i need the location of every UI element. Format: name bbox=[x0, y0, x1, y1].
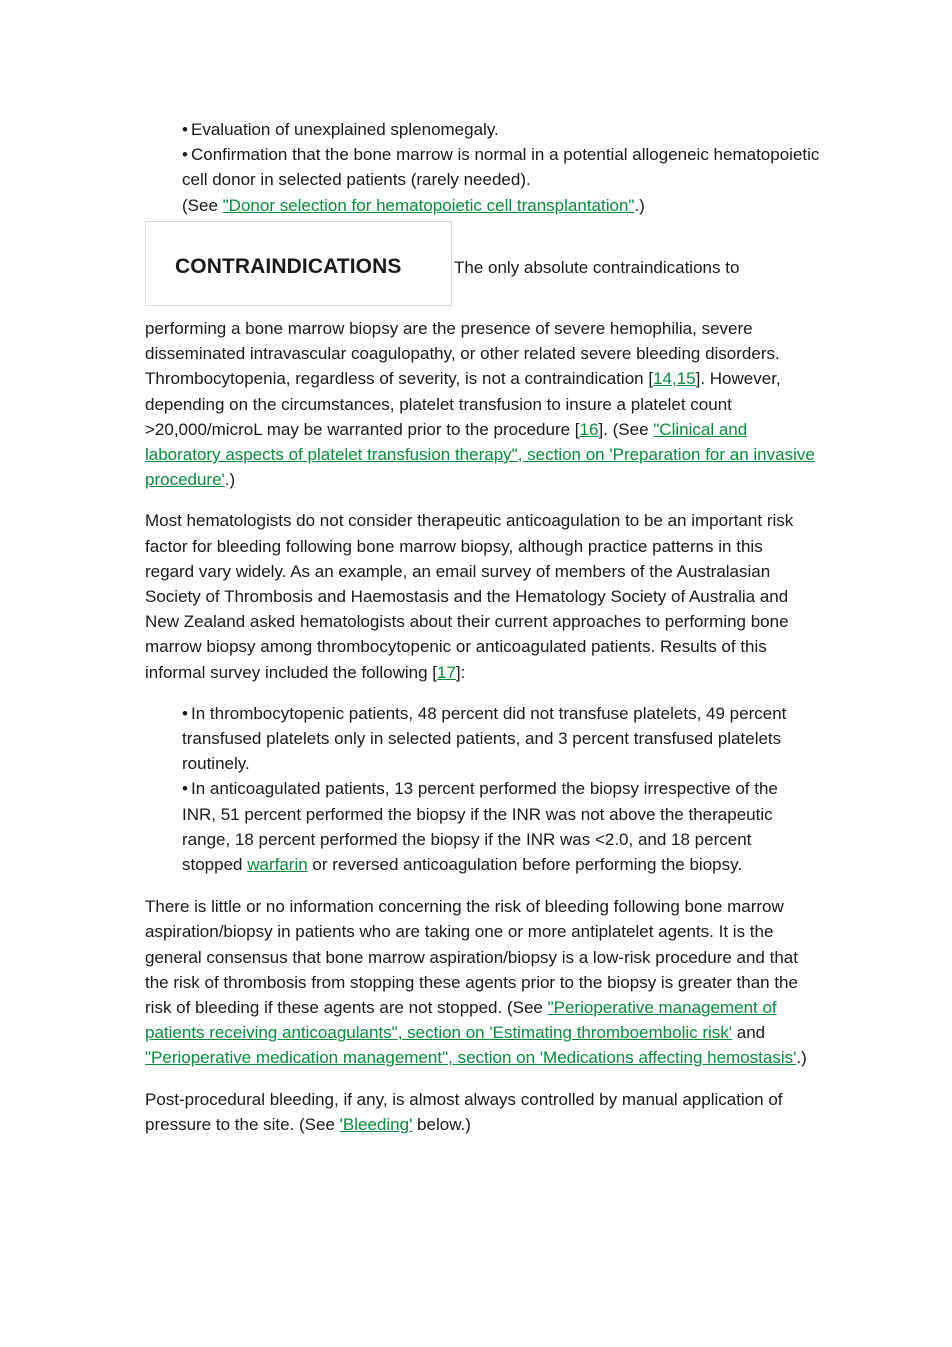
paragraph-anticoagulation bbox=[145, 508, 815, 684]
bullet-dot-icon: • bbox=[182, 145, 188, 165]
bullet-item bbox=[182, 776, 815, 877]
text-run: performing a bone marrow biopsy are the presence of severe hemophilia, severe disseminated intravascular coagulopathy, or other related severe bleeding disorders. Thrombocytopenia, regardless of severity, is not a contraindication [ bbox=[145, 319, 780, 389]
bullet-text: Evaluation of unexplained splenomegaly. bbox=[191, 120, 499, 139]
text-run: Most hematologists do not consider therapeutic anticoagulation to be an important risk factor for bleeding following bone marrow biopsy, although practice patterns in this regard vary widely. As an example, an email survey of members of the Australasian Society of Thrombosis and Haemostasis and the Hematology Society of Australia and New Zealand asked hematologists about their current approaches to performing bone marrow biopsy among thrombocytopenic or anticoagulated patients. Results of this informal survey included the following [ bbox=[145, 511, 794, 682]
reference-link-17[interactable]: 17 bbox=[436, 662, 456, 682]
survey-bullet-list bbox=[182, 701, 815, 877]
bullet-text: In anticoagulated patients, 13 percent performed the biopsy irrespective of the INR, 51 percent performed the biopsy if the INR was not above the therapeutic range, 18 percent performed the biopsy if the INR was <2.0, and 18 percent stopped bbox=[182, 779, 778, 875]
text-run: .) bbox=[796, 1048, 807, 1068]
bullet-dot-icon: • bbox=[182, 779, 188, 799]
text-run: and bbox=[732, 1023, 766, 1043]
text-run: ]. However, depending on the circumstances, platelet transfusion to insure a platelet count >20,000/microL may be warranted prior to the procedure [ bbox=[145, 369, 781, 439]
text-run: .) bbox=[224, 470, 236, 490]
paragraph-antiplatelet bbox=[145, 894, 815, 1070]
bullet-text: or reversed anticoagulation before performing the biopsy. bbox=[307, 855, 743, 875]
contraindications-heading: CONTRAINDICATIONS bbox=[175, 255, 402, 278]
bullet-item bbox=[182, 142, 822, 218]
bullet-dot-icon: • bbox=[182, 703, 188, 723]
see-suffix: .) bbox=[634, 195, 645, 215]
bullet-text: Confirmation that the bone marrow is normal in a potential allogeneic hematopoietic cell donor in selected patients (rarely needed). bbox=[182, 145, 820, 190]
paragraph-post-procedural bbox=[145, 1087, 815, 1137]
platelet-transfusion-link[interactable]: "Clinical and laboratory aspects of platelet transfusion therapy", section on 'Preparation for an invasive procedure' bbox=[145, 419, 815, 490]
warfarin-link[interactable]: warfarin bbox=[247, 855, 308, 875]
text-run: ]: bbox=[455, 662, 466, 682]
see-prefix: (See bbox=[182, 195, 223, 215]
bullet-item bbox=[182, 701, 815, 777]
bullet-item bbox=[182, 117, 822, 142]
text-run: Post-procedural bleeding, if any, is almost always controlled by manual application of pressure to the site. (See bbox=[145, 1089, 783, 1134]
reference-link-16[interactable]: 16 bbox=[579, 419, 599, 439]
perioperative-medication-link[interactable]: "Perioperative medication management", section on 'Medications affecting hemostasis' bbox=[145, 1048, 797, 1068]
donor-selection-link[interactable]: "Donor selection for hematopoietic cell transplantation" bbox=[222, 195, 635, 215]
text-run: There is little or no information concerning the risk of bleeding following bone marrow aspiration/biopsy in patients who are taking one or more antiplatelet agents. It is the general consensus that bone marrow aspiration/biopsy is a low-risk procedure and that the risk of thrombosis from stopping these agents prior to the biopsy is greater than the risk of bleeding if these agents are not stopped. (See bbox=[145, 897, 798, 1018]
bullet-dot-icon: • bbox=[182, 120, 188, 139]
text-run: ]. (See bbox=[598, 419, 654, 439]
perioperative-anticoagulants-link[interactable]: "Perioperative management of patients receiving anticoagulants", section on 'Estimating thromboembolic risk' bbox=[145, 998, 777, 1043]
article-body bbox=[145, 316, 815, 1153]
bullet-text: In thrombocytopenic patients, 48 percent did not transfuse platelets, 49 percent transfused platelets only in selected patients, and 3 percent transfused platelets routinely. bbox=[182, 703, 787, 774]
paragraph-contraindications bbox=[145, 316, 815, 492]
top-bullet-list bbox=[182, 117, 822, 218]
reference-link-14-15[interactable]: 14,15 bbox=[653, 369, 696, 389]
text-run: below.) bbox=[412, 1114, 471, 1134]
bleeding-section-link[interactable]: 'Bleeding' bbox=[339, 1114, 413, 1134]
contraindications-lead-text: The only absolute contraindications to bbox=[454, 258, 740, 277]
